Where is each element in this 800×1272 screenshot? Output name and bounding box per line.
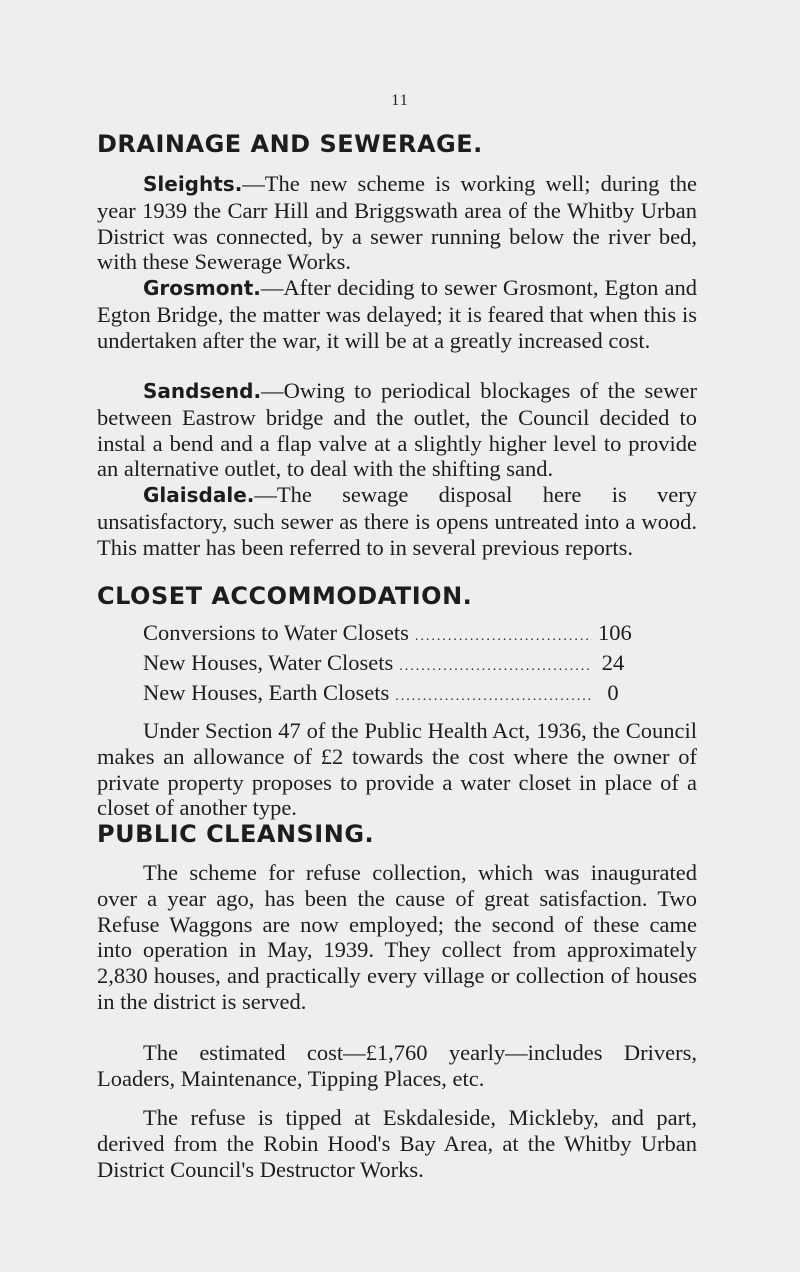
closet-label: New Houses, Earth Closets — [143, 680, 390, 705]
closet-value: 106 — [598, 620, 632, 645]
paragraph-glaisdale — [97, 482, 697, 560]
closet-row — [143, 650, 628, 680]
text-grosmont: —After deciding to sewer Grosmont, Egton and Egton Bridge, the matter was delayed; it is feared that when this is undertaken after the war, it will be at a greatly increased cost. — [97, 275, 697, 353]
paragraph-section-47: Under Section 47 of the Public Health Act, 1936, the Council makes an allowance of £2 towards the cost where the owner of private property proposes to provide a water closet in place of a closet of another type. — [97, 718, 697, 821]
lead-sandsend: Sandsend. — [143, 379, 262, 403]
dot-leader — [415, 629, 592, 645]
closet-table — [143, 620, 632, 710]
paragraph-refuse-tipping: The refuse is tipped at Eskdaleside, Mickleby, and part, derived from the Robin Hood's Bay Area, at the Whitby Urban District Council's Destructor Works. — [97, 1105, 697, 1182]
text-glaisdale: —The sewage disposal here is very unsatisfactory, such sewer as there is opens untreated into a wood. This matter has been referred to in several previous reports. — [97, 482, 697, 560]
closet-label: New Houses, Water Closets — [143, 650, 394, 675]
closet-value: 24 — [601, 650, 625, 675]
heading-drainage-sewerage: DRAINAGE AND SEWERAGE. — [97, 130, 483, 158]
closet-label: Conversions to Water Closets — [143, 620, 409, 645]
dot-leader — [399, 659, 592, 675]
paragraph-refuse-collection: The scheme for refuse collection, which was inaugurated over a year ago, has been the cause of great satisfaction. Two Refuse Waggons are now employed; the second of these came into operation in May, 1939. They collect from approximately 2,830 houses, and practically every village or collection of houses in the district is served. — [97, 860, 697, 1014]
text-sleights: —The new scheme is working well; during the year 1939 the Carr Hill and Briggswath area of the Whitby Urban District was connected, by a sewer running below the river bed, with these Sewerage Works. — [97, 171, 697, 275]
dot-leader — [395, 689, 592, 705]
lead-grosmont: Grosmont. — [143, 276, 261, 300]
lead-glaisdale: Glaisdale. — [143, 483, 255, 507]
heading-closet-accommodation: CLOSET ACCOMMODATION. — [97, 582, 473, 610]
page-number: 11 — [391, 92, 409, 109]
paragraph-grosmont — [97, 275, 697, 353]
text-sandsend: —Owing to periodical blockages of the sewer between Eastrow bridge and the outlet, the Council decided to instal a bend and a flap valve at a slightly higher level to provide an alternative outlet, to deal with the shifting sand. — [97, 378, 697, 482]
lead-sleights: Sleights. — [143, 172, 243, 196]
closet-row — [143, 620, 632, 650]
paragraph-sandsend — [97, 378, 697, 482]
paragraph-estimated-cost: The estimated cost—£1,760 yearly—includes Drivers, Loaders, Maintenance, Tipping Places, etc. — [97, 1040, 697, 1091]
closet-row — [143, 680, 628, 710]
heading-public-cleansing: PUBLIC CLEANSING. — [97, 820, 375, 848]
closet-value: 0 — [607, 680, 619, 705]
paragraph-sleights — [97, 171, 697, 275]
